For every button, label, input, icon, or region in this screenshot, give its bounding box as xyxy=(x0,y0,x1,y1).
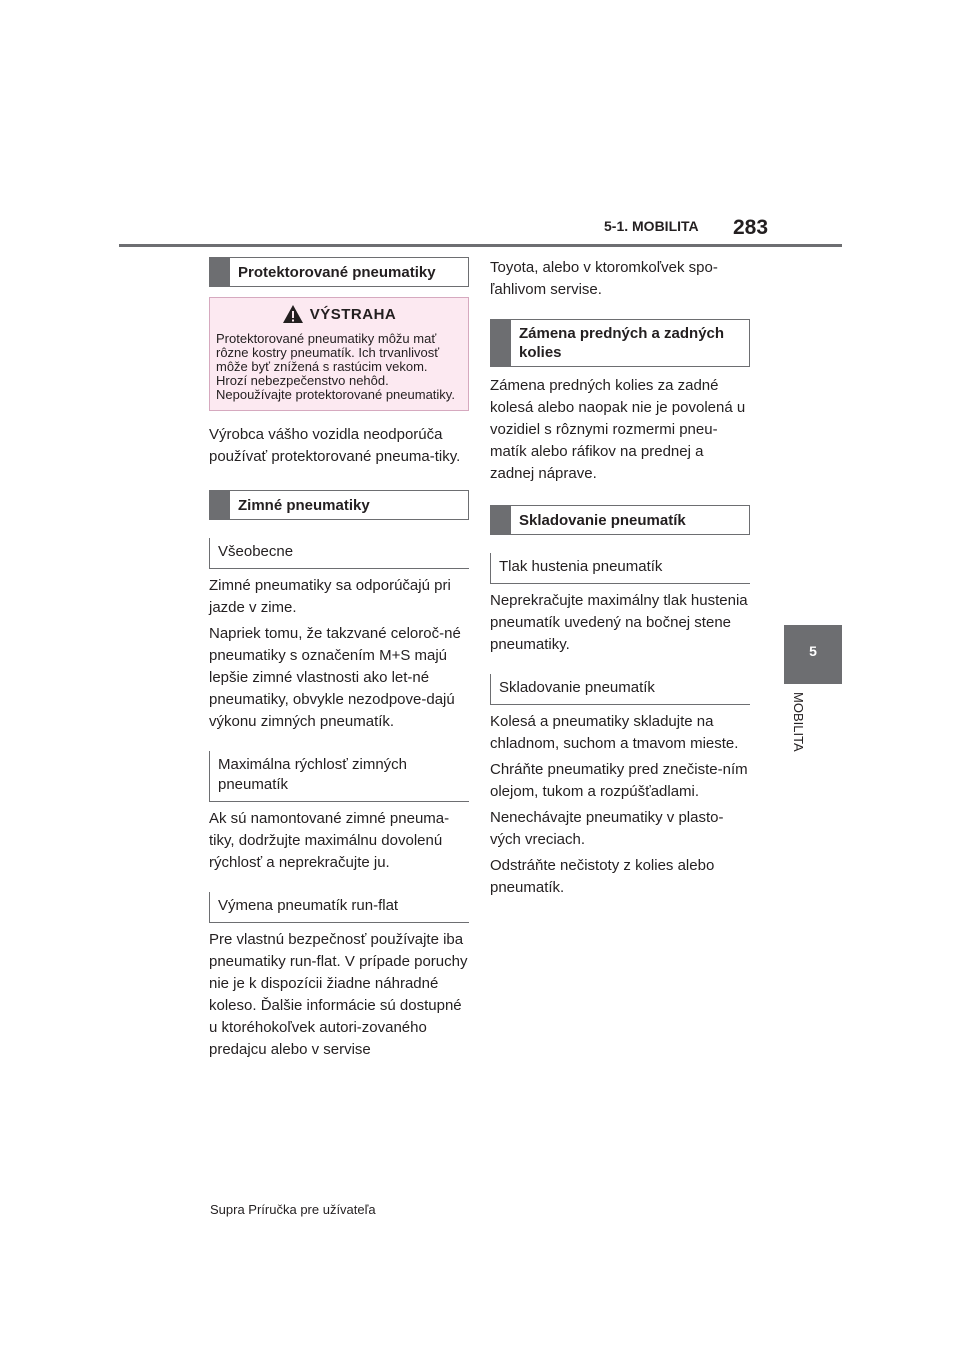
subheading-tire-storage: Skladovanie pneumatík xyxy=(490,674,750,705)
chapter-label-text: MOBILITA xyxy=(791,692,806,752)
paragraph-run-flat: Pre vlastnú bezpečnosť používajte iba pneumatiky run-flat. V prípade poruchy nie je k dispozícii žiadne náhradné koleso. Ďalšie informácie sú dostupné u ktoréhokoľvek autori-zovaného predajcu alebo v servise xyxy=(209,931,468,1058)
header-divider xyxy=(119,244,842,247)
chapter-tab xyxy=(784,625,842,684)
paragraph-protected: Výrobca vášho vozidla neodporúča používať protektorované pneuma-tiky. xyxy=(209,426,461,465)
chapter-number: 5 xyxy=(809,643,817,659)
heading-wheel-swap-title: Zámena predných a zadných kolies xyxy=(519,325,725,361)
subheading-run-flat: Výmena pneumatík run-flat xyxy=(209,892,469,923)
paragraph-storage-3: Nenechávajte pneumatiky v plasto-vých vreciach. xyxy=(490,809,724,848)
heading-winter-tires xyxy=(209,490,469,520)
paragraph-wheel-swap: Zámena predných kolies za zadné kolesá alebo naopak nie je povolená u vozidiel s rôznymi rozmermi pneu-matík alebo ráfikov na prednej a zadnej náprave. xyxy=(490,377,746,482)
warning-title: VÝSTRAHA xyxy=(309,305,397,323)
heading-winter-tires-title: Zimné pneumatiky xyxy=(238,496,370,514)
subheading-general: Všeobecne xyxy=(209,538,469,569)
warning-triangle-icon xyxy=(282,304,304,324)
heading-protected-tires-title: Protektorované pneumatiky xyxy=(238,263,436,281)
paragraph-continued: Toyota, alebo v ktoromkoľvek spo-ľahlivom servise. xyxy=(490,259,718,298)
warning-box xyxy=(209,297,469,411)
paragraph-storage-4: Odstráňte nečistoty z kolies alebo pneumatík. xyxy=(490,857,715,896)
right-column xyxy=(490,257,750,899)
subheading-max-speed: Maximálna rýchlosť zimných pneumatík xyxy=(209,751,469,802)
heading-wheel-swap xyxy=(490,319,750,367)
footer-text: Supra Príručka pre užívateľa xyxy=(210,1202,376,1217)
chapter-label xyxy=(782,692,812,782)
paragraph-max-speed: Ak sú namontované zimné pneuma-tiky, dodržujte maximálnu dovolenú rýchlosť a neprekračujte ju. xyxy=(209,810,450,871)
heading-tire-storage-title: Skladovanie pneumatík xyxy=(519,511,686,529)
heading-protected-tires xyxy=(209,257,469,287)
paragraph-winter-2: Napriek tomu, že takzvané celoroč-né pneumatiky s označením M+S majú lepšie zimné vlastnosti ako let-né pneumatiky, obvykle nezodpove-dajú výkonu zimných pneumatík. xyxy=(209,625,461,730)
paragraph-winter-1: Zimné pneumatiky sa odporúčajú pri jazde v zime. xyxy=(209,577,451,616)
paragraph-storage-1: Kolesá a pneumatiky skladujte na chladnom, suchom a tmavom mieste. xyxy=(490,713,739,752)
paragraph-storage-2: Chráňte pneumatiky pred znečiste-ním olejom, tukom a rozpúšťadlami. xyxy=(490,761,748,800)
page-number: 283 xyxy=(733,216,769,239)
subheading-tire-pressure: Tlak hustenia pneumatík xyxy=(490,553,750,584)
paragraph-tire-pressure: Neprekračujte maximálny tlak hustenia pneumatík uvedený na bočnej stene pneumatiky. xyxy=(490,592,748,653)
left-column xyxy=(209,257,469,1061)
section-title: 5-1. MOBILITA xyxy=(604,218,699,234)
heading-tire-storage xyxy=(490,505,750,535)
warning-text: Protektorované pneumatiky môžu mať rôzne kostry pneumatík. Ich trvanlivosť môže byť znížená s rastúcim vekom. Hrozí nebezpečenstvo nehôd. Nepoužívajte protektorované pneumatiky. xyxy=(216,331,455,402)
